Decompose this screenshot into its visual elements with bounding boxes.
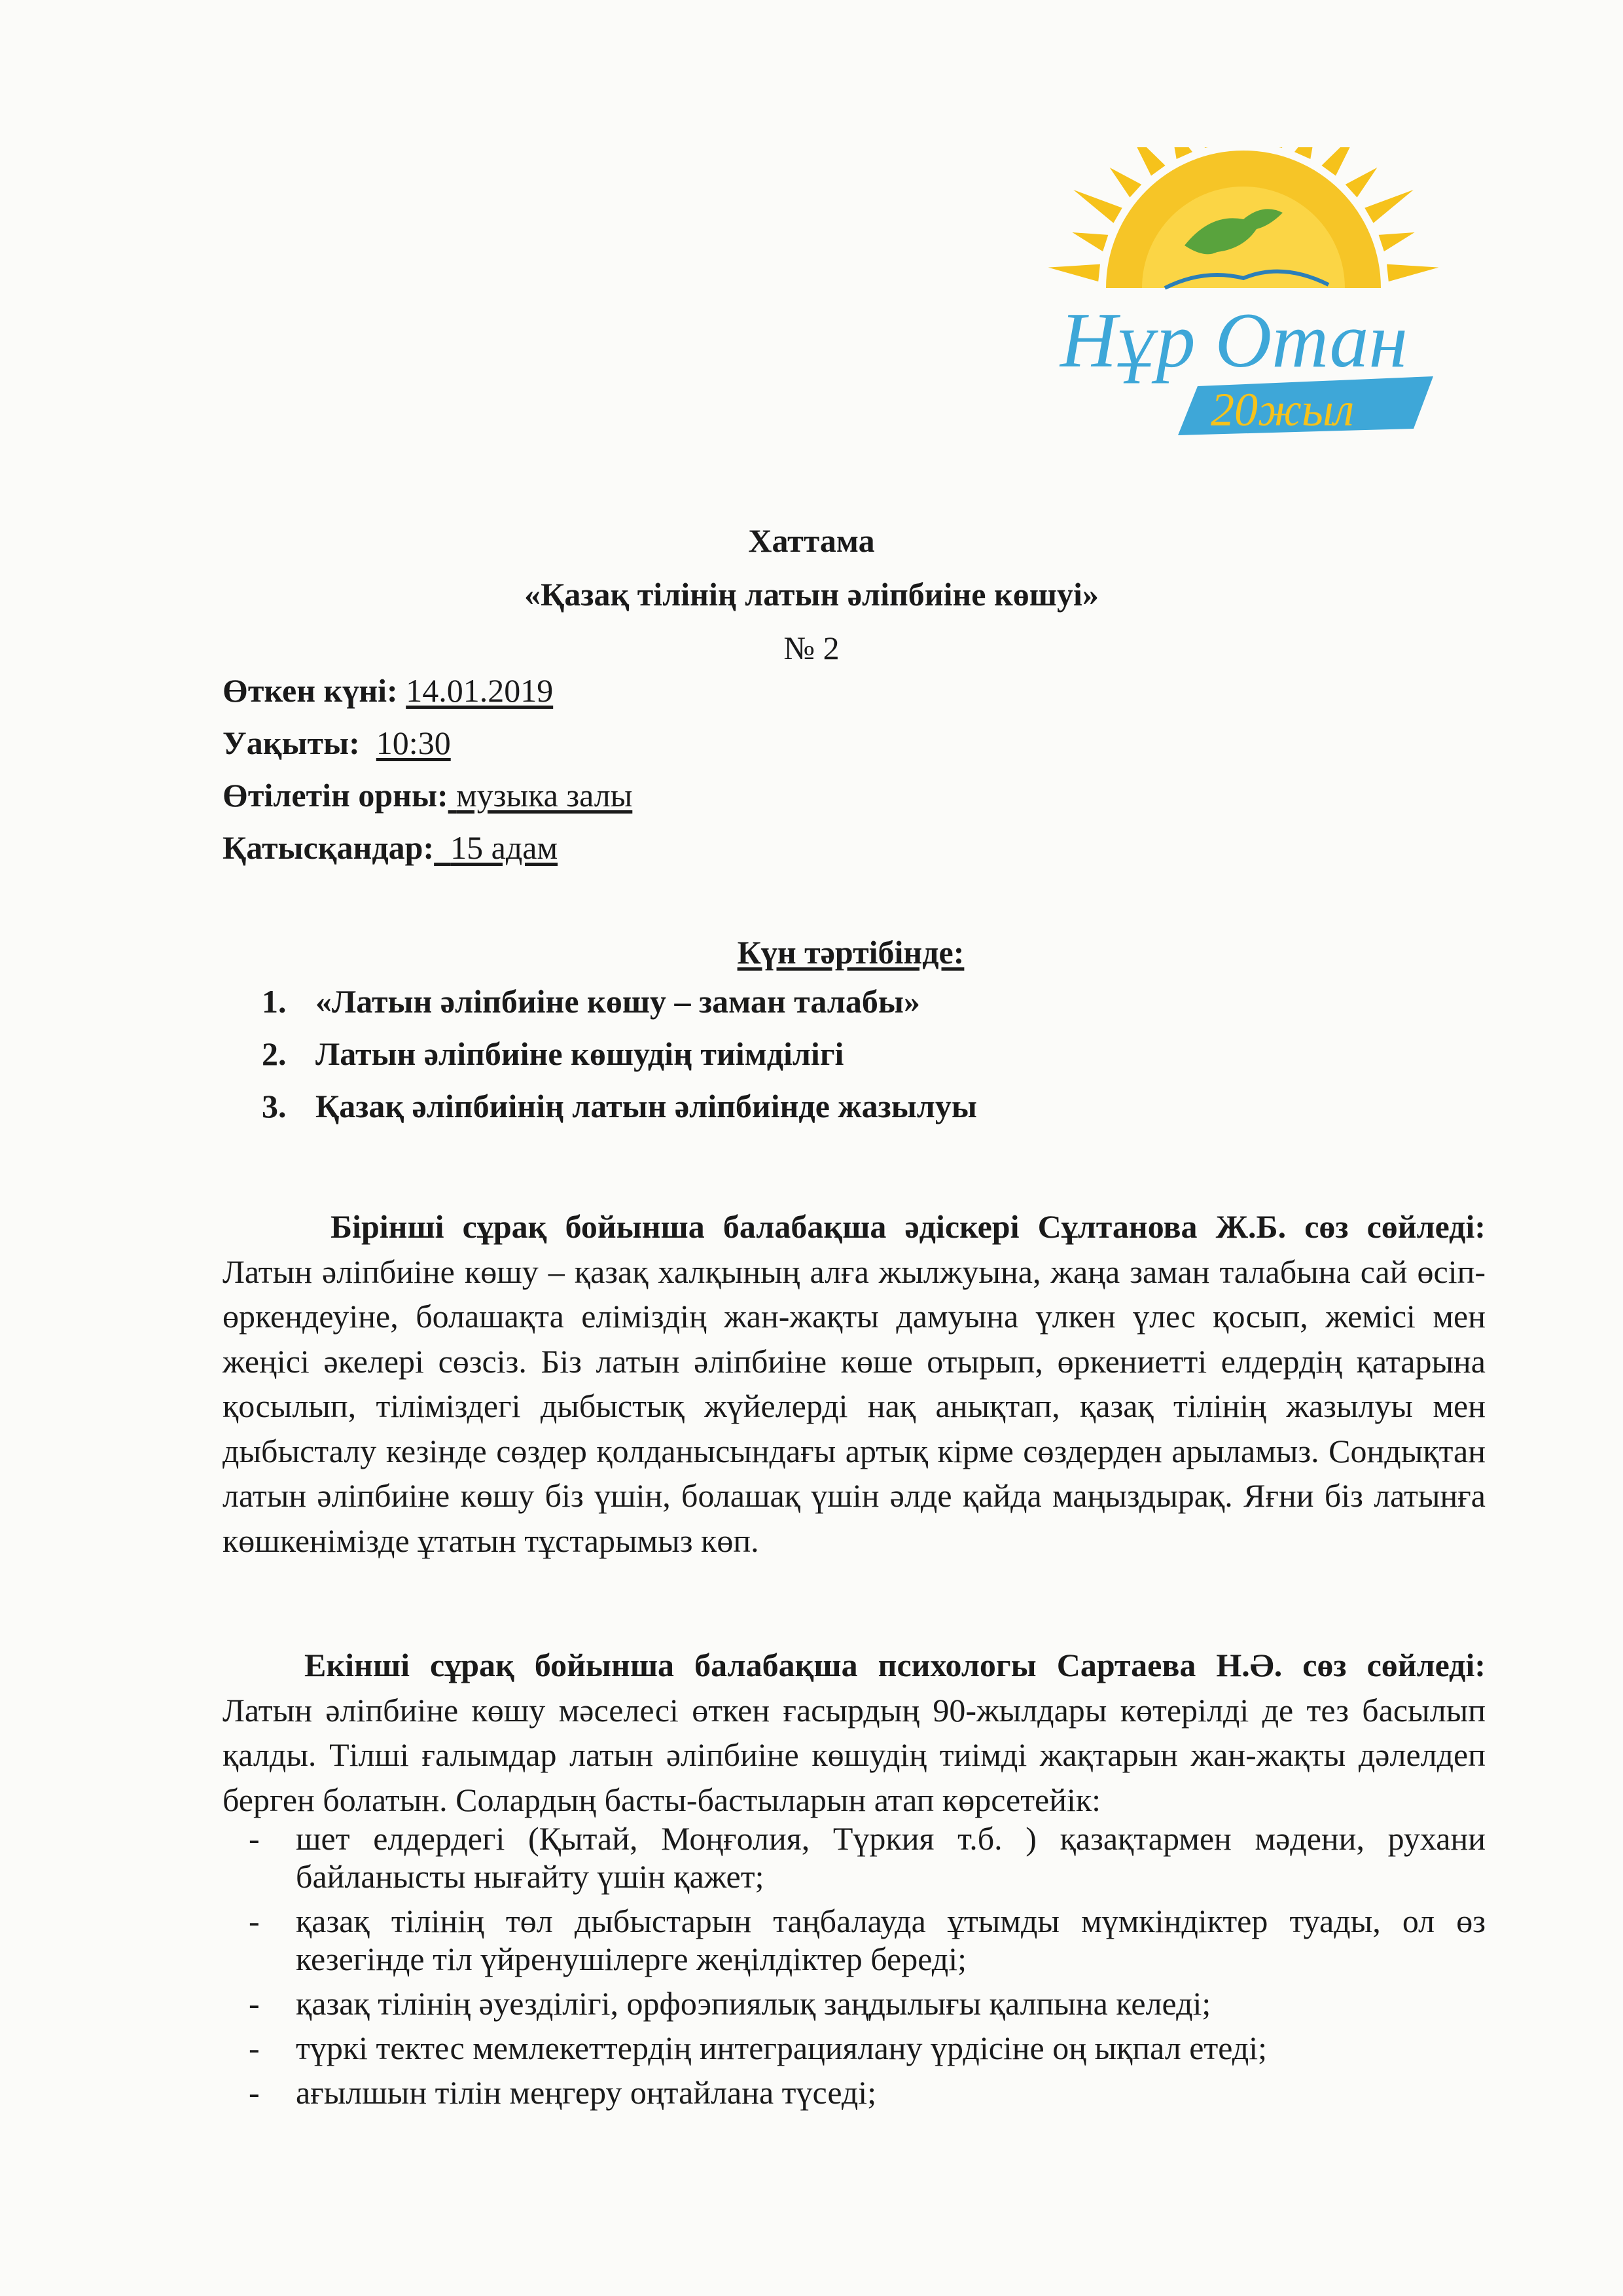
sun-ray [1387, 264, 1438, 281]
time-value: 10:30 [376, 725, 451, 761]
document-title: Хаттама [748, 522, 875, 559]
benefits-list [249, 1820, 1486, 2118]
list-item: - шет елдердегі (Қытай, Моңғолия, Түркия т.б. ) қазақтармен мәдени, рухани байланысты нығайту үшін қажет; [249, 1820, 1486, 1895]
title-block [0, 514, 1623, 675]
list-item: - ағылшын тілін меңгеру оңтайлана түседі; [249, 2074, 877, 2111]
list-item: - қазақ тілінің әуезділігі, орфоэпиялық заңдылығы қалпына келеді; [249, 1985, 1211, 2022]
section-2-paragraph [223, 1643, 1486, 1822]
sun-ray [1364, 190, 1414, 223]
section-1-paragraph [223, 1204, 1486, 1563]
document-number: № 2 [783, 630, 840, 666]
sun-ray [1072, 232, 1108, 251]
meeting-details [223, 664, 1466, 874]
sun-ray [1110, 168, 1142, 198]
date-label: Өткен күні: [223, 672, 398, 709]
agenda-item: 1. «Латын әліпбиіне көшу – заман талабы» [262, 983, 920, 1020]
section-1-lead: Бірінші сұрақ бойынша балабақша әдіскері Сұлтанова Ж.Б. сөз сөйледі: [330, 1208, 1486, 1245]
place-value: музыка залы [456, 777, 633, 814]
sun-ray [1379, 232, 1415, 251]
section-1-body: Латын әліпбиіне көшу – қазақ халқының алға жылжуына, жаңа заман талабына сай өсіп-өркендеуіне, болашақта еліміздің жан-жақты дамуына үлкен үлес қосып, жемісі мен жеңісі әкелері сөзсіз. Біз латын әліпбиіне көше отырып, өркениетті елдердің қатарына қосылып, тіліміздегі дыбыстық жүйелерді нақ анықтап, қазақ тілінің жазылуы мен дыбысталу кезінде сөздер қолданысындағы артық кірме сөздерден арыламыз. Сондықтан латын әліпбиіне көшу біз үшін, болашақ үшін әлде қайда маңыздырақ. Яғни біз латынға көшкенімізде ұтатын тұстарымыз көп. [223, 1253, 1486, 1559]
participants-value: 15 адам [450, 829, 558, 866]
time-row [223, 717, 1466, 769]
participants-row [223, 821, 1466, 874]
document-subtitle: «Қазақ тілінің латын әліпбиіне көшуі» [524, 576, 1099, 613]
sun-ray [1265, 147, 1284, 148]
participants-label: Қатысқандар: [223, 829, 435, 866]
date-row [223, 664, 1466, 717]
agenda-item: 3. Қазақ әліпбиінің латын әліпбиінде жазылуы [262, 1088, 977, 1124]
time-label: Уақыты: [223, 725, 360, 761]
agenda-item: 2. Латын әліпбиіне көшудің тиімділігі [262, 1035, 844, 1072]
sun-logo-icon [1034, 147, 1453, 442]
place-row [223, 769, 1466, 821]
sun-ray [1203, 147, 1222, 148]
sun-ray [1128, 147, 1166, 176]
svg-text:20жыл: 20жыл [1211, 384, 1355, 436]
sun-ray [1294, 147, 1317, 159]
agenda-list [262, 975, 1440, 1132]
svg-text:Нұр Отан: Нұр Отан [1060, 296, 1408, 384]
section-2-lead: Екінші сұрақ бойынша балабақша психологы Сартаева Н.Ә. сөз сөйледі: [304, 1647, 1486, 1683]
date-value: 14.01.2019 [406, 672, 554, 709]
sun-ray [1321, 147, 1359, 176]
place-label: Өтілетін орны: [223, 777, 448, 814]
sun-ray [1170, 147, 1192, 159]
sun-ray [1346, 168, 1378, 198]
nur-otan-logo [1034, 147, 1453, 442]
list-item: - түркі тектес мемлекеттердің интеграциялану үрдісіне оң ықпал етеді; [249, 2030, 1268, 2066]
section-2-body: Латын әліпбиіне көшу мәселесі өткен ғасырдың 90-жылдары көтерілді де тез басылып қалды. Тілші ғалымдар латын әліпбиіне көшудің тиімді жақтарын жан-жақты дәлелдеп берген болатын. Солардың басты-бастыларын атап көрсетейік: [223, 1691, 1486, 1818]
sun-ray [1073, 190, 1122, 223]
sun-ray [1048, 264, 1100, 281]
agenda-heading: Күн тәртібінде: [737, 934, 965, 971]
list-item: - қазақ тілінің төл дыбыстарын таңбалауда ұтымды мүмкіндіктер туады, ол өз кезегінде тіл үйренушілерге жеңілдіктер береді; [249, 1903, 1486, 1977]
